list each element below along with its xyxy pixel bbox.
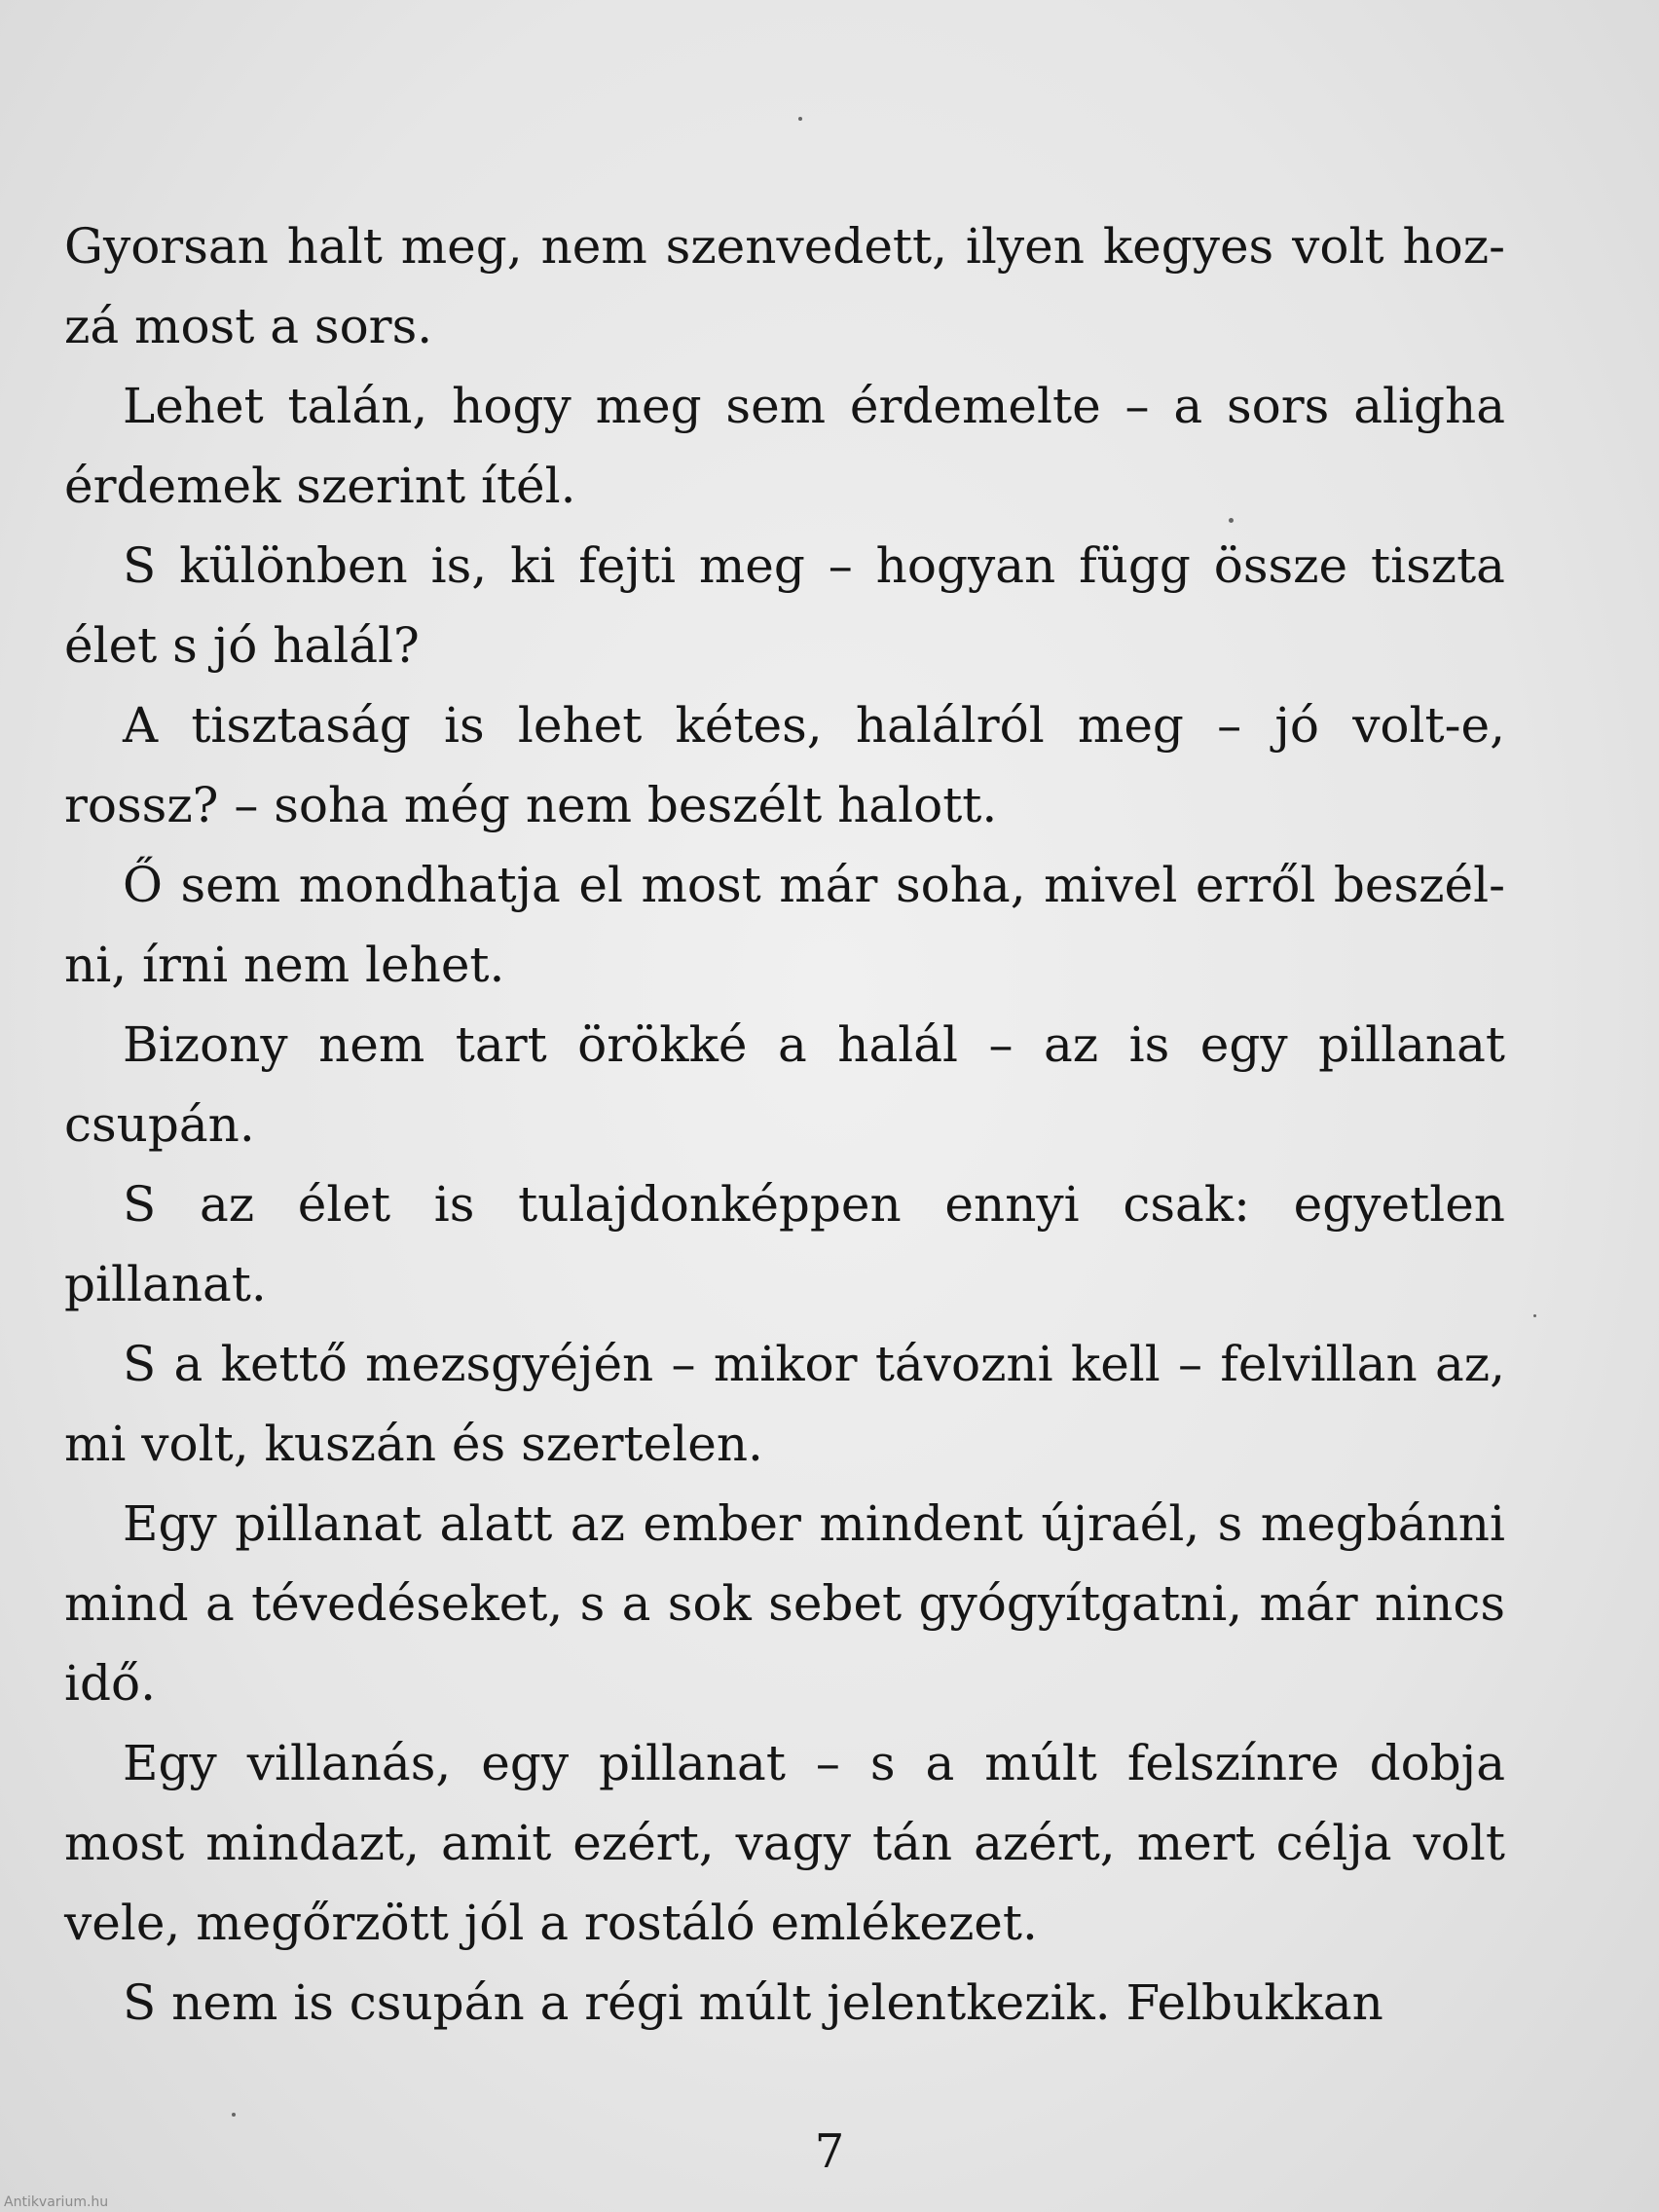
page-number: 7: [814, 2124, 845, 2179]
paragraph: Ő sem mondhatja el most már soha, mivel erről beszél-ni, írni nem lehet.: [64, 857, 1505, 993]
paper-speck: [232, 2113, 236, 2117]
paragraph: S nem is csupán a régi múlt jelentkezik. Felbukkan: [123, 1974, 1383, 2031]
paragraph: Egy pillanat alatt az ember mindent újraél, s megbánni mind a tévedéseket, s a sok sebet gyógyítgatni, már nincs idő.: [64, 1495, 1505, 1712]
paragraph: S különben is, ki fejti meg – hogyan függ össze tiszta élet s jó halál?: [64, 537, 1505, 674]
paragraph: Bizony nem tart örökké a halál – az is egy pillanat csupán.: [64, 1016, 1505, 1153]
paper-speck: [1533, 1314, 1536, 1317]
paragraph: A tisztaság is lehet kétes, halálról meg – jó volt-e, rossz? – soha még nem beszélt halott.: [64, 697, 1505, 833]
paragraph: Lehet talán, hogy meg sem érdemelte – a sors aligha érdemek szerint ítél.: [64, 378, 1505, 514]
paragraph: Gyorsan halt meg, nem szenvedett, ilyen kegyes volt hoz-zá most a sors.: [64, 218, 1505, 354]
paper-speck: [798, 117, 802, 121]
paragraph: Egy villanás, egy pillanat – s a múlt felszínre dobja most mindazt, amit ezért, vagy tán azért, mert célja volt vele, megőrzött jól a rostáló emlékezet.: [64, 1735, 1505, 1951]
paragraph: S az élet is tulajdonképpen ennyi csak: egyetlen pillanat.: [64, 1176, 1505, 1312]
watermark: Antikvarium.hu: [4, 2194, 109, 2210]
paper-speck: [1229, 518, 1234, 523]
paragraph: S a kettő mezsgyéjén – mikor távozni kell – felvillan az, mi volt, kuszán és szertelen.: [64, 1336, 1505, 1472]
body-text: [64, 206, 1505, 2043]
